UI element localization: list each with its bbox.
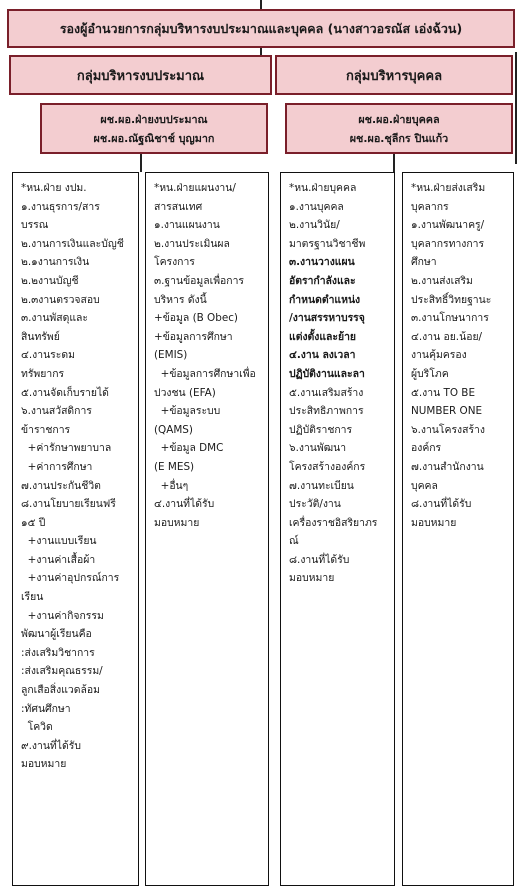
task-line: ประสิทธิ์วิทยฐานะ bbox=[411, 293, 492, 306]
personnel-development-column bbox=[402, 172, 514, 886]
task-line: ข้าราชการ bbox=[21, 423, 71, 436]
task-line: สารสนเทศ bbox=[154, 200, 203, 213]
task-line: +ข้อมูลระบบ bbox=[154, 405, 221, 418]
task-line: ๕.งานเสริมสร้าง bbox=[289, 386, 364, 399]
deputy-director-title: รองผู้อำนวยการกลุ่มบริหารงบประมาณและบุคคล (นางสาวอรณัส เอ่งฉ้วน) bbox=[59, 20, 463, 36]
task-line: ๙.งานที่ได้รับ bbox=[21, 739, 81, 752]
task-line: ศึกษา bbox=[411, 256, 437, 269]
task-line: ๖.งานสวัสดิการ bbox=[21, 405, 92, 418]
task-line: งานคุ้มครอง bbox=[411, 349, 467, 362]
task-line: (EMIS) bbox=[154, 349, 188, 362]
task-line: ๑๕ ปี bbox=[21, 516, 46, 529]
budget-assistant-box bbox=[40, 103, 268, 154]
task-line: +งานค่ากิจกรรม bbox=[21, 609, 104, 622]
budget-finance-column bbox=[12, 172, 139, 886]
task-line: (E MES) bbox=[154, 460, 195, 473]
budget-planning-column bbox=[145, 172, 269, 886]
task-line: ๘.งานโยบายเรียนฟรี bbox=[21, 498, 116, 511]
task-line: ประวัติ/งาน bbox=[289, 498, 341, 511]
task-line: *หน.ฝ่าย งปม. bbox=[21, 182, 87, 194]
task-line: ๒.งานประเมินผล bbox=[154, 237, 230, 250]
task-line: ๕.งานจัดเก็บรายได้ bbox=[21, 386, 109, 399]
task-line: โควิด bbox=[21, 721, 53, 734]
task-line: ปฏิบัติราชการ bbox=[289, 423, 353, 436]
task-line: กำหนดตำแหน่ง bbox=[289, 293, 361, 306]
task-line: ๖.งานโครงสร้าง bbox=[411, 423, 485, 436]
task-line: :ส่งเสริมคุณธรรม/ bbox=[21, 665, 103, 678]
task-line: ๗.งานสำนักงาน bbox=[411, 460, 484, 473]
personnel-group-box bbox=[275, 55, 513, 95]
task-line: :ทัศนศึกษา bbox=[21, 702, 71, 715]
deputy-director-box bbox=[7, 9, 515, 48]
task-line: องค์กร bbox=[411, 442, 442, 455]
task-line: บุคลากร bbox=[411, 200, 449, 213]
budget-assistant-role: ผช.ผอ.ฝ่ายงบประมาณ bbox=[100, 112, 208, 126]
personnel-assistant-box bbox=[285, 103, 513, 154]
task-line: เครื่องราชอิสริยาภร bbox=[289, 516, 378, 529]
task-line: ๒.๑งานการเงิน bbox=[21, 256, 90, 269]
task-line: ๓.ฐานข้อมูลเพื่อการ bbox=[154, 274, 244, 287]
task-line: +ข้อมูล (B Obec) bbox=[154, 312, 238, 325]
task-line: ๖.งานพัฒนา bbox=[289, 442, 347, 455]
task-line: พัฒนาผู้เรียนคือ bbox=[21, 628, 92, 641]
personnel-group-title: กลุ่มบริหารบุคคล bbox=[345, 68, 443, 84]
task-line: (QAMS) bbox=[154, 423, 193, 436]
connector-top-to-groups bbox=[260, 47, 262, 55]
task-line: ๓.งานพัสดุและ bbox=[21, 312, 89, 325]
task-line: ๑.งานแผนงาน bbox=[154, 219, 220, 232]
budget-group-box bbox=[9, 55, 272, 95]
task-line: มอบหมาย bbox=[21, 758, 67, 771]
task-line: ลูกเสือสิ่งแวดล้อม bbox=[21, 684, 100, 697]
connector-right-vertical bbox=[515, 52, 517, 164]
task-line: +ข้อมูลการศึกษา bbox=[154, 330, 233, 343]
task-line: ๒.งานวินัย/ bbox=[289, 219, 340, 232]
task-line: +ข้อมูลการศึกษาเพื่อ bbox=[154, 367, 256, 380]
task-line: +งานแบบเรียน bbox=[21, 535, 97, 548]
task-line: บริหาร ดังนี้ bbox=[154, 293, 207, 306]
task-line: โครงสร้างองค์กร bbox=[289, 460, 366, 473]
connector-left-drop bbox=[140, 154, 142, 172]
task-line: อัตรากำลังและ bbox=[289, 274, 356, 287]
task-line: +ค่ารักษาพยาบาล bbox=[21, 442, 112, 455]
task-line: ณ์ bbox=[289, 535, 299, 548]
task-line: +งานค่าอุปกรณ์การ bbox=[21, 572, 120, 585]
task-line: ๔.งานระดม bbox=[21, 349, 75, 362]
personnel-hr-column bbox=[280, 172, 395, 886]
task-line: ๔.งาน อย.น้อย/ bbox=[411, 330, 483, 343]
task-line: ๓.งานโกษนาการ bbox=[411, 312, 489, 325]
task-line: ๒.๓งานตรวจสอบ bbox=[21, 293, 100, 306]
task-line: *หน.ฝ่ายส่งเสริม bbox=[411, 182, 486, 194]
task-line: มอบหมาย bbox=[411, 516, 457, 529]
task-line: มาตรฐานวิชาชีพ bbox=[289, 237, 366, 250]
task-line: ปวงชน (EFA) bbox=[154, 386, 216, 399]
task-line: ๓.งานวางแผน bbox=[289, 256, 355, 269]
task-line: มอบหมาย bbox=[289, 572, 335, 585]
task-line: สินทรัพย์ bbox=[21, 330, 60, 343]
task-line: ๘.งานที่ได้รับ bbox=[411, 498, 472, 511]
personnel-assistant-name: ผช.ผอ.ชุลีกร ปินแก้ว bbox=[349, 131, 449, 145]
task-line: ๗.งานประกันชีวิต bbox=[21, 479, 101, 492]
budget-group-title: กลุ่มบริหารงบประมาณ bbox=[76, 68, 205, 84]
task-line: NUMBER ONE bbox=[411, 405, 483, 418]
task-line: โครงการ bbox=[154, 256, 195, 269]
budget-assistant-name: ผช.ผอ.ณัฐณิชาช์ บุญมาก bbox=[93, 131, 215, 145]
task-line: ๑.งานพัฒนาครู/ bbox=[411, 219, 485, 232]
task-line: +งานค่าเสื้อผ้า bbox=[21, 553, 96, 566]
connector-right-drop bbox=[393, 154, 395, 172]
personnel-assistant-role: ผช.ผอ.ฝ่ายบุคคล bbox=[358, 112, 440, 126]
task-line: บุคลากรทางการ bbox=[411, 237, 485, 250]
task-line: ๘.งานที่ได้รับ bbox=[289, 553, 350, 566]
task-line: *หน.ฝ่ายแผนงาน/ bbox=[154, 182, 236, 194]
task-line: ๒.๒งานบัญชี bbox=[21, 274, 79, 287]
task-line: +อื่นๆ bbox=[154, 479, 189, 492]
task-line: ๑.งานธุรการ/สาร bbox=[21, 200, 100, 213]
task-line: บรรณ bbox=[21, 219, 49, 232]
task-line: ๒.งานการเงินและบัญชี bbox=[21, 237, 124, 250]
task-line: ๕.งาน TO BE bbox=[411, 386, 476, 399]
task-line: ประสิทธิภาพการ bbox=[289, 405, 364, 418]
task-line: +ค่าการศึกษา bbox=[21, 460, 93, 473]
task-line: ๗.งานทะเบียน bbox=[289, 479, 354, 492]
task-line: /งานสรรหาบรรจุ bbox=[289, 312, 365, 325]
task-line: ๑.งานบุคคล bbox=[289, 200, 344, 213]
task-line: ปฏิบัติงานและลา bbox=[289, 367, 365, 380]
task-line: +ข้อมูล DMC bbox=[154, 442, 224, 455]
task-line: บุคคล bbox=[411, 479, 438, 492]
task-line: ทรัพยากร bbox=[21, 367, 65, 380]
task-line: *หน.ฝ่ายบุคคล bbox=[289, 182, 357, 194]
task-line: ผู้บริโภค bbox=[411, 367, 449, 380]
task-line: ๔.งานที่ได้รับ bbox=[154, 498, 215, 511]
task-line: มอบหมาย bbox=[154, 516, 200, 529]
task-line: เรียน bbox=[21, 591, 44, 604]
task-line: :ส่งเสริมวิชาการ bbox=[21, 646, 95, 659]
task-line: ๔.งาน ลงเวลา bbox=[289, 349, 356, 362]
connector-top-stem bbox=[260, 0, 262, 9]
task-line: แต่งตั้งและย้าย bbox=[289, 330, 356, 343]
task-line: ๒.งานส่งเสริม bbox=[411, 274, 473, 287]
